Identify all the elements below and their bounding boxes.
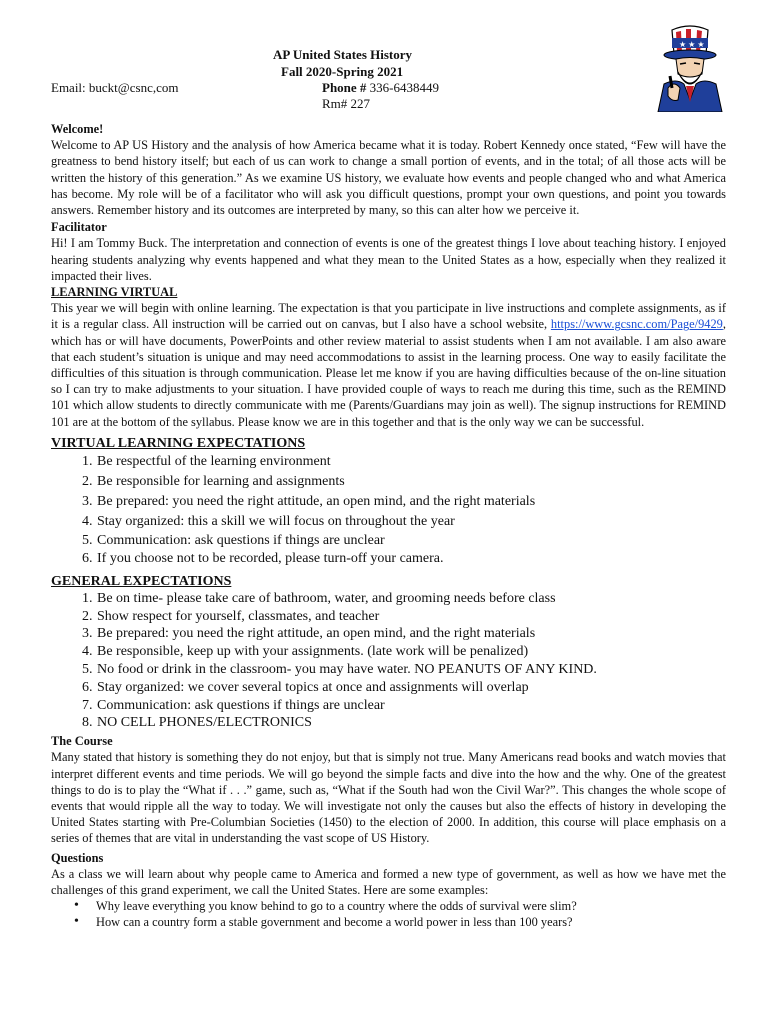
questions-heading: Questions xyxy=(51,850,104,865)
list-item: 8. NO CELL PHONES/ELECTRONICS xyxy=(96,714,726,732)
list-item: • Why leave everything you know behind to go to a country where the odds of survival were slim? xyxy=(96,898,726,914)
list-item: 4. Stay organized: this a skill we will focus on throughout the year xyxy=(96,512,726,532)
uncle-sam-icon xyxy=(650,22,730,112)
teacher-email: Email: buckt@csnc,com xyxy=(51,80,179,95)
room-number: Rm# 227 xyxy=(322,96,371,111)
list-item: 6. Stay organized: we cover several topics at once and assignments will overlap xyxy=(96,679,726,697)
list-item: 5. No food or drink in the classroom- you may have water. NO PEANUTS OF ANY KIND. xyxy=(96,661,726,679)
course-term: Fall 2020-Spring 2021 xyxy=(281,64,404,79)
list-item: • How can a country form a stable government and become a world power in less than 100 years? xyxy=(96,914,726,930)
list-item: 3. Be prepared: you need the right attitude, an open mind, and the right materials xyxy=(96,492,726,512)
list-item: 2. Show respect for yourself, classmates, and teacher xyxy=(96,608,726,626)
virtual-expectations-list xyxy=(51,452,726,568)
list-item: 4. Be responsible, keep up with your assignments. (late work will be penalized) xyxy=(96,643,726,661)
learning-virtual-text-after: , which has or will have documents, PowerPoints and other review material to assist students when I am not available. I am also aware that each student’s situation is unique and may need accommodations to assist in the learning process. One way to easily facilitate the difficulties of this situation is through communication. Please let me know if you are having difficulties because of the on-line situation so I can try to make adjustments to your situation. I have provided couple of ways to reach me during this time, such as the REMIND 101 which allow students to directly communicate with me (Parents/Guardians may join as well). The signup instructions for REMIND 101 are at the bottom of the syllabus. Please know we are in this together and that is the only way we can be successful. xyxy=(51,317,726,429)
general-expectations-heading: GENERAL EXPECTATIONS xyxy=(51,573,232,589)
virtual-expectations-heading: VIRTUAL LEARNING EXPECTATIONS xyxy=(51,435,306,451)
teacher-phone xyxy=(322,80,439,96)
school-website-link[interactable]: https://www.gcsnc.com/Page/9429 xyxy=(550,317,723,332)
welcome-heading: Welcome! xyxy=(51,122,104,136)
list-item: 3. Be prepared: you need the right attitude, an open mind, and the right materials xyxy=(96,625,726,643)
list-item: 5. Communication: ask questions if things are unclear xyxy=(96,532,726,550)
course-heading: The Course xyxy=(51,734,113,749)
list-item: 2. Be responsible for learning and assignments xyxy=(96,472,726,492)
learning-virtual-text-before: This year we will begin with online learning. The expectation is that you participate in live instructions and complete assignments, as if it is a regular class. All instruction will be carried out on canvas, but I also have a school website, xyxy=(51,301,726,332)
course-title: AP United States History xyxy=(273,47,413,62)
learning-virtual-text xyxy=(51,300,726,430)
facilitator-heading: Facilitator xyxy=(51,220,107,235)
phone-label: Phone # xyxy=(322,80,367,95)
course-text: Many stated that history is something they do not enjoy, but that is simply not true. Many Americans read books and watch movies that interpret different events and time periods. We will go beyond the simple facts and dive into the how and the why. One of the greatest things to do is to play the “What if . . .” game, such as, “What if the South had won the Civil War?”. This changes the whole scope of events that would ripple all the way to today. We will investigate not only the causes but also the effects of history in developing the United States starting with Pre-Columbian Societies (1450) to the election of 2000. In addition, this course will place emphasis on a series of themes that are vital in understanding the vast scope of US History. xyxy=(51,750,726,846)
list-item: 6. If you choose not to be recorded, please turn-off your camera. xyxy=(96,550,726,568)
welcome-text: Welcome to AP US History and the analysis of how America became what it is today. Robert Kennedy once stated, “Few will have the greatness to bend history itself; but each of us can work to change a small portion of events, and in the total; of all those acts will be written the history of this generation.” As we examine US history, we evaluate how events and people changed who and what America has become. My role will be of a facilitator who will ask you difficult questions, prompt your own questions, and point you towards answers. Remember history and its outcomes are interpreted by many, so this can alter how we perceive it. xyxy=(51,138,726,218)
questions-text: As a class we will learn about why people came to America and formed a new type of government, as well as how we have met the challenges of this grand experiment, we call the United States. Here are some examples: xyxy=(51,866,726,898)
questions-list xyxy=(51,898,726,930)
phone-value: 336-6438449 xyxy=(369,80,440,95)
list-item: 7. Communication: ask questions if things are unclear xyxy=(96,697,726,715)
list-item: 1. Be respectful of the learning environment xyxy=(96,452,726,472)
learning-virtual-heading: LEARNING VIRTUAL xyxy=(51,285,178,300)
svg-text:★ ★ ★: ★ ★ ★ xyxy=(679,40,705,49)
syllabus-body xyxy=(51,120,726,931)
general-expectations-list xyxy=(51,590,726,732)
facilitator-text: Hi! I am Tommy Buck. The interpretation and connection of events is one of the greatest things I love about teaching history. I enjoyed hearing students analyzing why events happened and what they mean to the United States as a how, especially when they realized it impacted their lives. xyxy=(51,236,726,283)
list-item: 1. Be on time- please take care of bathroom, water, and grooming needs before class xyxy=(96,590,726,608)
